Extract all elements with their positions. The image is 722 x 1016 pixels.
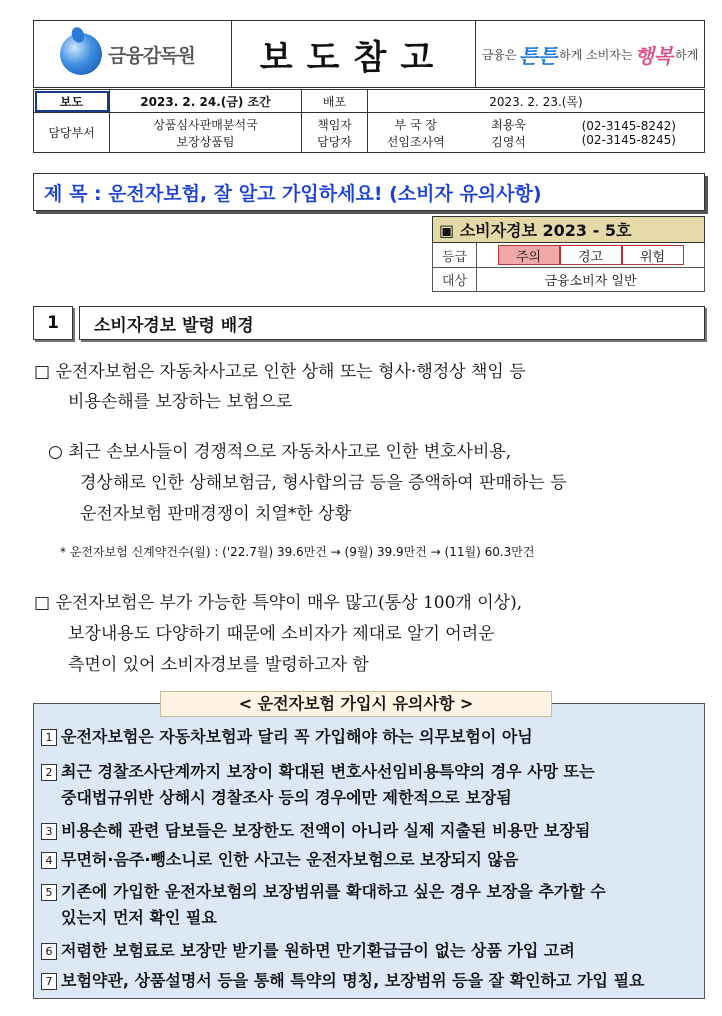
slogan-pre: 금융은 — [481, 47, 517, 62]
caution-num-4: 4 — [41, 852, 57, 869]
p3-line-1: □ 운전자보험은 부가 가능한 특약이 매우 많고(통상 100개 이상), — [34, 593, 523, 613]
name-1: 최용욱 — [491, 117, 526, 132]
caution-item-1 — [41, 724, 533, 750]
position-2: 선임조사역 — [386, 134, 445, 149]
caution-item-7 — [41, 968, 644, 994]
release-label: 보도 — [34, 90, 110, 113]
caution-heading: < 운전자보험 가입시 유의사항 > — [160, 691, 552, 717]
phones — [554, 113, 705, 153]
fss-emblem-icon — [60, 33, 102, 75]
caution-text: 운전자보험은 자동차보험과 달리 꼭 가입해야 하는 의무보험이 아님 — [61, 727, 533, 746]
roles — [302, 113, 368, 153]
caution-item-6 — [41, 938, 575, 964]
logo-text: 금융감독원 — [108, 44, 195, 67]
section-number: 1 — [33, 306, 73, 340]
dept-value — [110, 113, 302, 153]
caution-text: 비용손해 관련 담보들은 보장한도 전액이 아니라 실제 지출된 비용만 보장됨 — [61, 821, 591, 840]
p2-line-2: 경상해로 인한 상해보험금, 형사합의금 등을 증액하여 판매하는 등 — [80, 473, 567, 493]
grade-label: 등급 — [433, 243, 477, 268]
p1-line-1: □ 운전자보험은 자동차사고로 인한 상해 또는 형사·행정상 책임 등 — [34, 362, 526, 382]
caution-num-3: 3 — [41, 823, 57, 840]
grade-warning: 경고 — [560, 245, 622, 265]
doc-type-title: 보도참고 — [232, 21, 476, 87]
section-title: 소비자경보 발령 배경 — [79, 306, 705, 340]
caution-text: 중대법규위반 상해시 경찰조사 등의 경우에만 제한적으로 보장됨 — [61, 788, 512, 807]
grade-cell — [477, 243, 705, 268]
slogan-post: 하게 — [675, 47, 699, 62]
dept-line-2: 보장상품팀 — [176, 134, 235, 149]
caution-item-4 — [41, 847, 518, 873]
phone-1: (02-3145-8242) — [581, 118, 676, 133]
caution-text: 최근 경찰조사단계까지 보장이 확대된 변호사선임비용특약의 경우 사망 또는 — [61, 762, 595, 781]
positions — [368, 113, 464, 153]
name-2: 김영석 — [491, 134, 526, 149]
alert-heading: ▣ 소비자경보 2023 - 5호 — [433, 217, 705, 243]
paragraph-1 — [34, 357, 709, 417]
caution-text: 보험약관, 상품설명서 등을 통해 특약의 명칭, 보장범위 등을 잘 확인하고 가입 필요 — [61, 971, 645, 990]
p1-line-2: 비용손해를 보장하는 보험으로 — [68, 392, 293, 412]
fss-logo — [34, 21, 232, 87]
dist-label: 배포 — [302, 90, 368, 113]
caution-item-2 — [41, 759, 595, 811]
caution-text: 기존에 가입한 운전자보험의 보장범위를 확대하고 싶은 경우 보장을 추가할 수 — [61, 882, 606, 901]
release-info-table — [33, 89, 705, 153]
caution-num-7: 7 — [41, 973, 57, 990]
position-1: 부 국 장 — [394, 117, 437, 132]
section-header — [33, 306, 705, 342]
caution-num-2: 2 — [41, 764, 57, 781]
names — [464, 113, 554, 153]
dist-value: 2023. 2. 23.(목) — [368, 90, 705, 113]
role-1: 책임자 — [317, 117, 352, 132]
slogan — [476, 21, 704, 87]
p3-line-2: 보장내용도 다양하기 때문에 소비자가 제대로 알기 어려운 — [68, 624, 495, 644]
consumer-alert-table — [432, 216, 705, 292]
p2-line-1: ○ 최근 손보사들이 경쟁적으로 자동차사고로 인한 변호사비용, — [48, 442, 512, 462]
footnote: * 운전자보험 신계약건수(월) : ('22.7월) 39.6만건 → (9월) 39.9만건 → (11월) 60.3만건 — [60, 545, 535, 559]
caution-text: 있는지 먼저 확인 필요 — [61, 908, 217, 927]
doc-title: 제 목 : 운전자보험, 잘 알고 가입하세요! (소비자 유의사항) — [33, 173, 705, 211]
p2-line-3: 운전자보험 판매경쟁이 치열*한 상황 — [80, 504, 352, 524]
caution-text: 저렴한 보험료로 보장만 받기를 원하면 만기환급금이 없는 상품 가입 고려 — [61, 941, 575, 960]
caution-text: 무면허·음주·뺑소니로 인한 사고는 운전자보험으로 보장되지 않음 — [61, 850, 519, 869]
release-value: 2023. 2. 24.(금) 조간 — [110, 90, 302, 113]
slogan-strong-2: 행복 — [634, 43, 674, 68]
grade-danger: 위험 — [622, 245, 684, 265]
caution-item-3 — [41, 818, 590, 844]
caution-num-6: 6 — [41, 943, 57, 960]
caution-box — [33, 694, 705, 999]
dept-line-1: 상품심사판매분석국 — [153, 117, 258, 132]
phone-2: (02-3145-8245) — [581, 132, 676, 147]
target-label: 대상 — [433, 268, 477, 292]
slogan-strong-1: 튼튼 — [518, 43, 558, 68]
caution-num-5: 5 — [41, 884, 57, 901]
paragraph-3 — [34, 588, 709, 681]
caution-item-5 — [41, 879, 606, 931]
grade-caution: 주의 — [498, 245, 560, 265]
press-header — [33, 20, 705, 88]
dept-label: 담당부서 — [34, 113, 110, 153]
paragraph-2 — [48, 437, 709, 530]
caution-num-1: 1 — [41, 729, 57, 746]
target-value: 금융소비자 일반 — [477, 268, 705, 292]
p3-line-3: 측면이 있어 소비자경보를 발령하고자 함 — [68, 655, 369, 675]
slogan-mid: 하게 소비자는 — [559, 47, 633, 62]
role-2: 담당자 — [317, 134, 352, 149]
